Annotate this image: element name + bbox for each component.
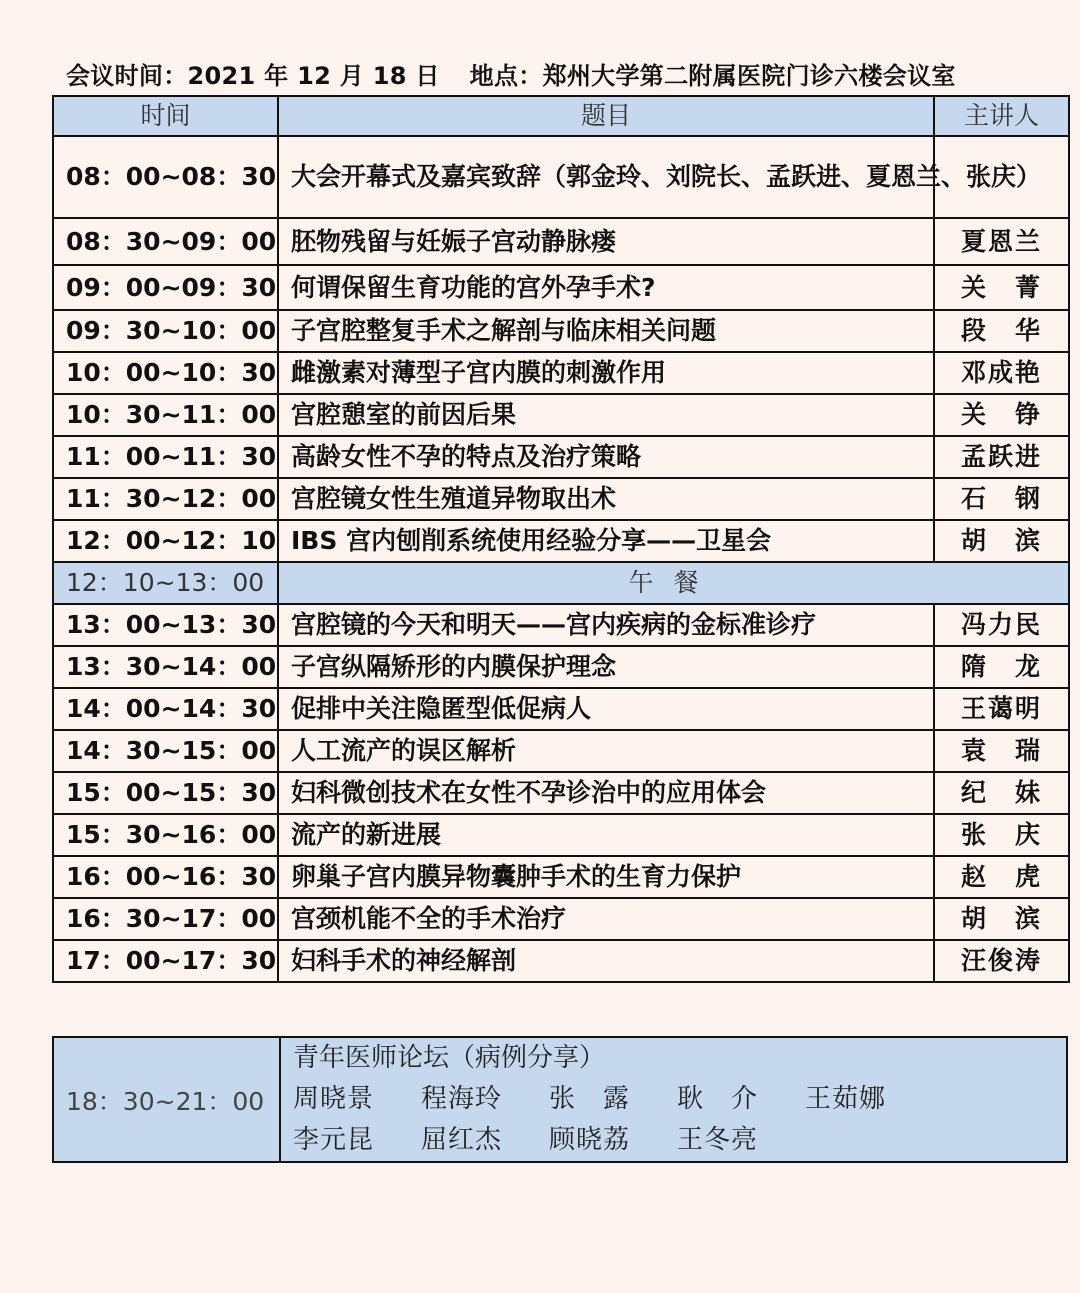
row-time: 16：30~17：00: [53, 898, 278, 940]
table-row: [53, 520, 1069, 562]
meeting-place: 地点：郑州大学第二附属医院门诊六楼会议室: [469, 62, 956, 90]
row-topic: 宫腔镜女性生殖道异物取出术: [278, 478, 934, 520]
row-time: 11：00~11：30: [53, 436, 278, 478]
forum-row: [53, 1037, 1067, 1162]
row-topic: 高龄女性不孕的特点及治疗策略: [278, 436, 934, 478]
row-speaker: 胡 滨: [934, 898, 1069, 940]
row-time: 10：00~10：30: [53, 352, 278, 394]
forum-participant: 程海玲: [421, 1084, 503, 1114]
row-topic: 雌激素对薄型子宫内膜的刺激作用: [278, 352, 934, 394]
column-header-time: 时间: [53, 96, 278, 136]
forum-participant: 耿 介: [677, 1084, 759, 1114]
row-topic: 子宫腔整复手术之解剖与临床相关问题: [278, 310, 934, 352]
column-header-speaker: 主讲人: [934, 96, 1069, 136]
table-row: [53, 940, 1069, 982]
row-speaker: 段 华: [934, 310, 1069, 352]
table-row: [53, 772, 1069, 814]
row-speaker: 关 菁: [934, 265, 1069, 310]
row-topic: 妇科手术的神经解剖: [278, 940, 934, 982]
table-row: [53, 436, 1069, 478]
lunch-label: 午餐: [278, 562, 1069, 604]
row-speaker: 袁 瑞: [934, 730, 1069, 772]
forum-title: 青年医师论坛（病例分享）: [293, 1043, 606, 1073]
row-speaker: 夏恩兰: [934, 218, 1069, 265]
row-speaker: 王蔼明: [934, 688, 1069, 730]
forum-names-line-1: [293, 1079, 1054, 1120]
row-time: 14：30~15：00: [53, 730, 278, 772]
row-topic: 卵巢子宫内膜异物囊肿手术的生育力保护: [278, 856, 934, 898]
row-time: 09：00~09：30: [53, 265, 278, 310]
row-time: 15：30~16：00: [53, 814, 278, 856]
row-topic: IBS 宫内刨削系统使用经验分享——卫星会: [278, 520, 934, 562]
meeting-header: [66, 56, 1056, 91]
row-speaker: 冯力民: [934, 604, 1069, 646]
row-time: 15：00~15：30: [53, 772, 278, 814]
table-row: [53, 688, 1069, 730]
forum-participant: 王茹娜: [805, 1084, 887, 1114]
row-topic: 流产的新进展: [278, 814, 934, 856]
row-speaker: 邓成艳: [934, 352, 1069, 394]
row-topic: 胚物残留与妊娠子宫动静脉瘘: [278, 218, 934, 265]
table-row: [53, 898, 1069, 940]
table-row: [53, 394, 1069, 436]
lunch-row: [53, 562, 1069, 604]
row-speaker: 隋 龙: [934, 646, 1069, 688]
forum-participant: 王冬亮: [677, 1125, 759, 1155]
row-time: 09：30~10：00: [53, 310, 278, 352]
row-speaker: 关 铮: [934, 394, 1069, 436]
row-speaker: 赵 虎: [934, 856, 1069, 898]
table-row: [53, 265, 1069, 310]
row-speaker: 孟跃进: [934, 436, 1069, 478]
row-topic: 子宫纵隔矫形的内膜保护理念: [278, 646, 934, 688]
row-topic: 促排中关注隐匿型低促病人: [278, 688, 934, 730]
table-row: [53, 646, 1069, 688]
forum-time: 18：30~21：00: [53, 1037, 280, 1162]
row-time: 08：00~08：30: [53, 136, 278, 218]
row-time: 12：00~12：10: [53, 520, 278, 562]
row-time: 08：30~09：00: [53, 218, 278, 265]
table-row: [53, 136, 1069, 218]
row-time: 13：30~14：00: [53, 646, 278, 688]
table-row: [53, 478, 1069, 520]
row-speaker: 石 钢: [934, 478, 1069, 520]
row-speaker: 张 庆: [934, 814, 1069, 856]
table-row: [53, 730, 1069, 772]
row-time: 16：00~16：30: [53, 856, 278, 898]
row-time: 10：30~11：00: [53, 394, 278, 436]
forum-participant: 李元昆: [293, 1125, 375, 1155]
row-speaker: 胡 滨: [934, 520, 1069, 562]
column-header-topic: 题目: [278, 96, 934, 136]
row-time: 11：30~12：00: [53, 478, 278, 520]
table-row: [53, 604, 1069, 646]
row-topic: 何谓保留生育功能的宫外孕手术?: [278, 265, 934, 310]
forum-participant: 周晓景: [293, 1084, 375, 1114]
table-row: [53, 814, 1069, 856]
table-header-row: [53, 96, 1069, 136]
row-topic: 宫腔憩室的前因后果: [278, 394, 934, 436]
forum-content: [280, 1037, 1067, 1162]
table-row: [53, 352, 1069, 394]
row-topic: 大会开幕式及嘉宾致辞（郭金玲、刘院长、孟跃进、夏恩兰、张庆）: [278, 136, 934, 218]
row-topic: 宫腔镜的今天和明天——宫内疾病的金标准诊疗: [278, 604, 934, 646]
row-speaker: 纪 妹: [934, 772, 1069, 814]
row-topic: 人工流产的误区解析: [278, 730, 934, 772]
forum-participant: 屈红杰: [421, 1125, 503, 1155]
table-row: [53, 856, 1069, 898]
row-time: 13：00~13：30: [53, 604, 278, 646]
youth-forum-table: [52, 1036, 1068, 1163]
schedule-table: [52, 95, 1070, 983]
table-row: [53, 218, 1069, 265]
row-time: 17：00~17：30: [53, 940, 278, 982]
forum-participant: 顾晓荔: [549, 1125, 631, 1155]
forum-participant: 张 露: [549, 1084, 631, 1114]
row-time: 14：00~14：30: [53, 688, 278, 730]
row-topic: 宫颈机能不全的手术治疗: [278, 898, 934, 940]
forum-names-line-2: [293, 1120, 1054, 1161]
table-row: [53, 310, 1069, 352]
meeting-time: 会议时间：2021 年 12 月 18 日: [66, 62, 440, 90]
row-speaker: 汪俊涛: [934, 940, 1069, 982]
lunch-time: 12：10~13：00: [53, 562, 278, 604]
row-topic: 妇科微创技术在女性不孕诊治中的应用体会: [278, 772, 934, 814]
